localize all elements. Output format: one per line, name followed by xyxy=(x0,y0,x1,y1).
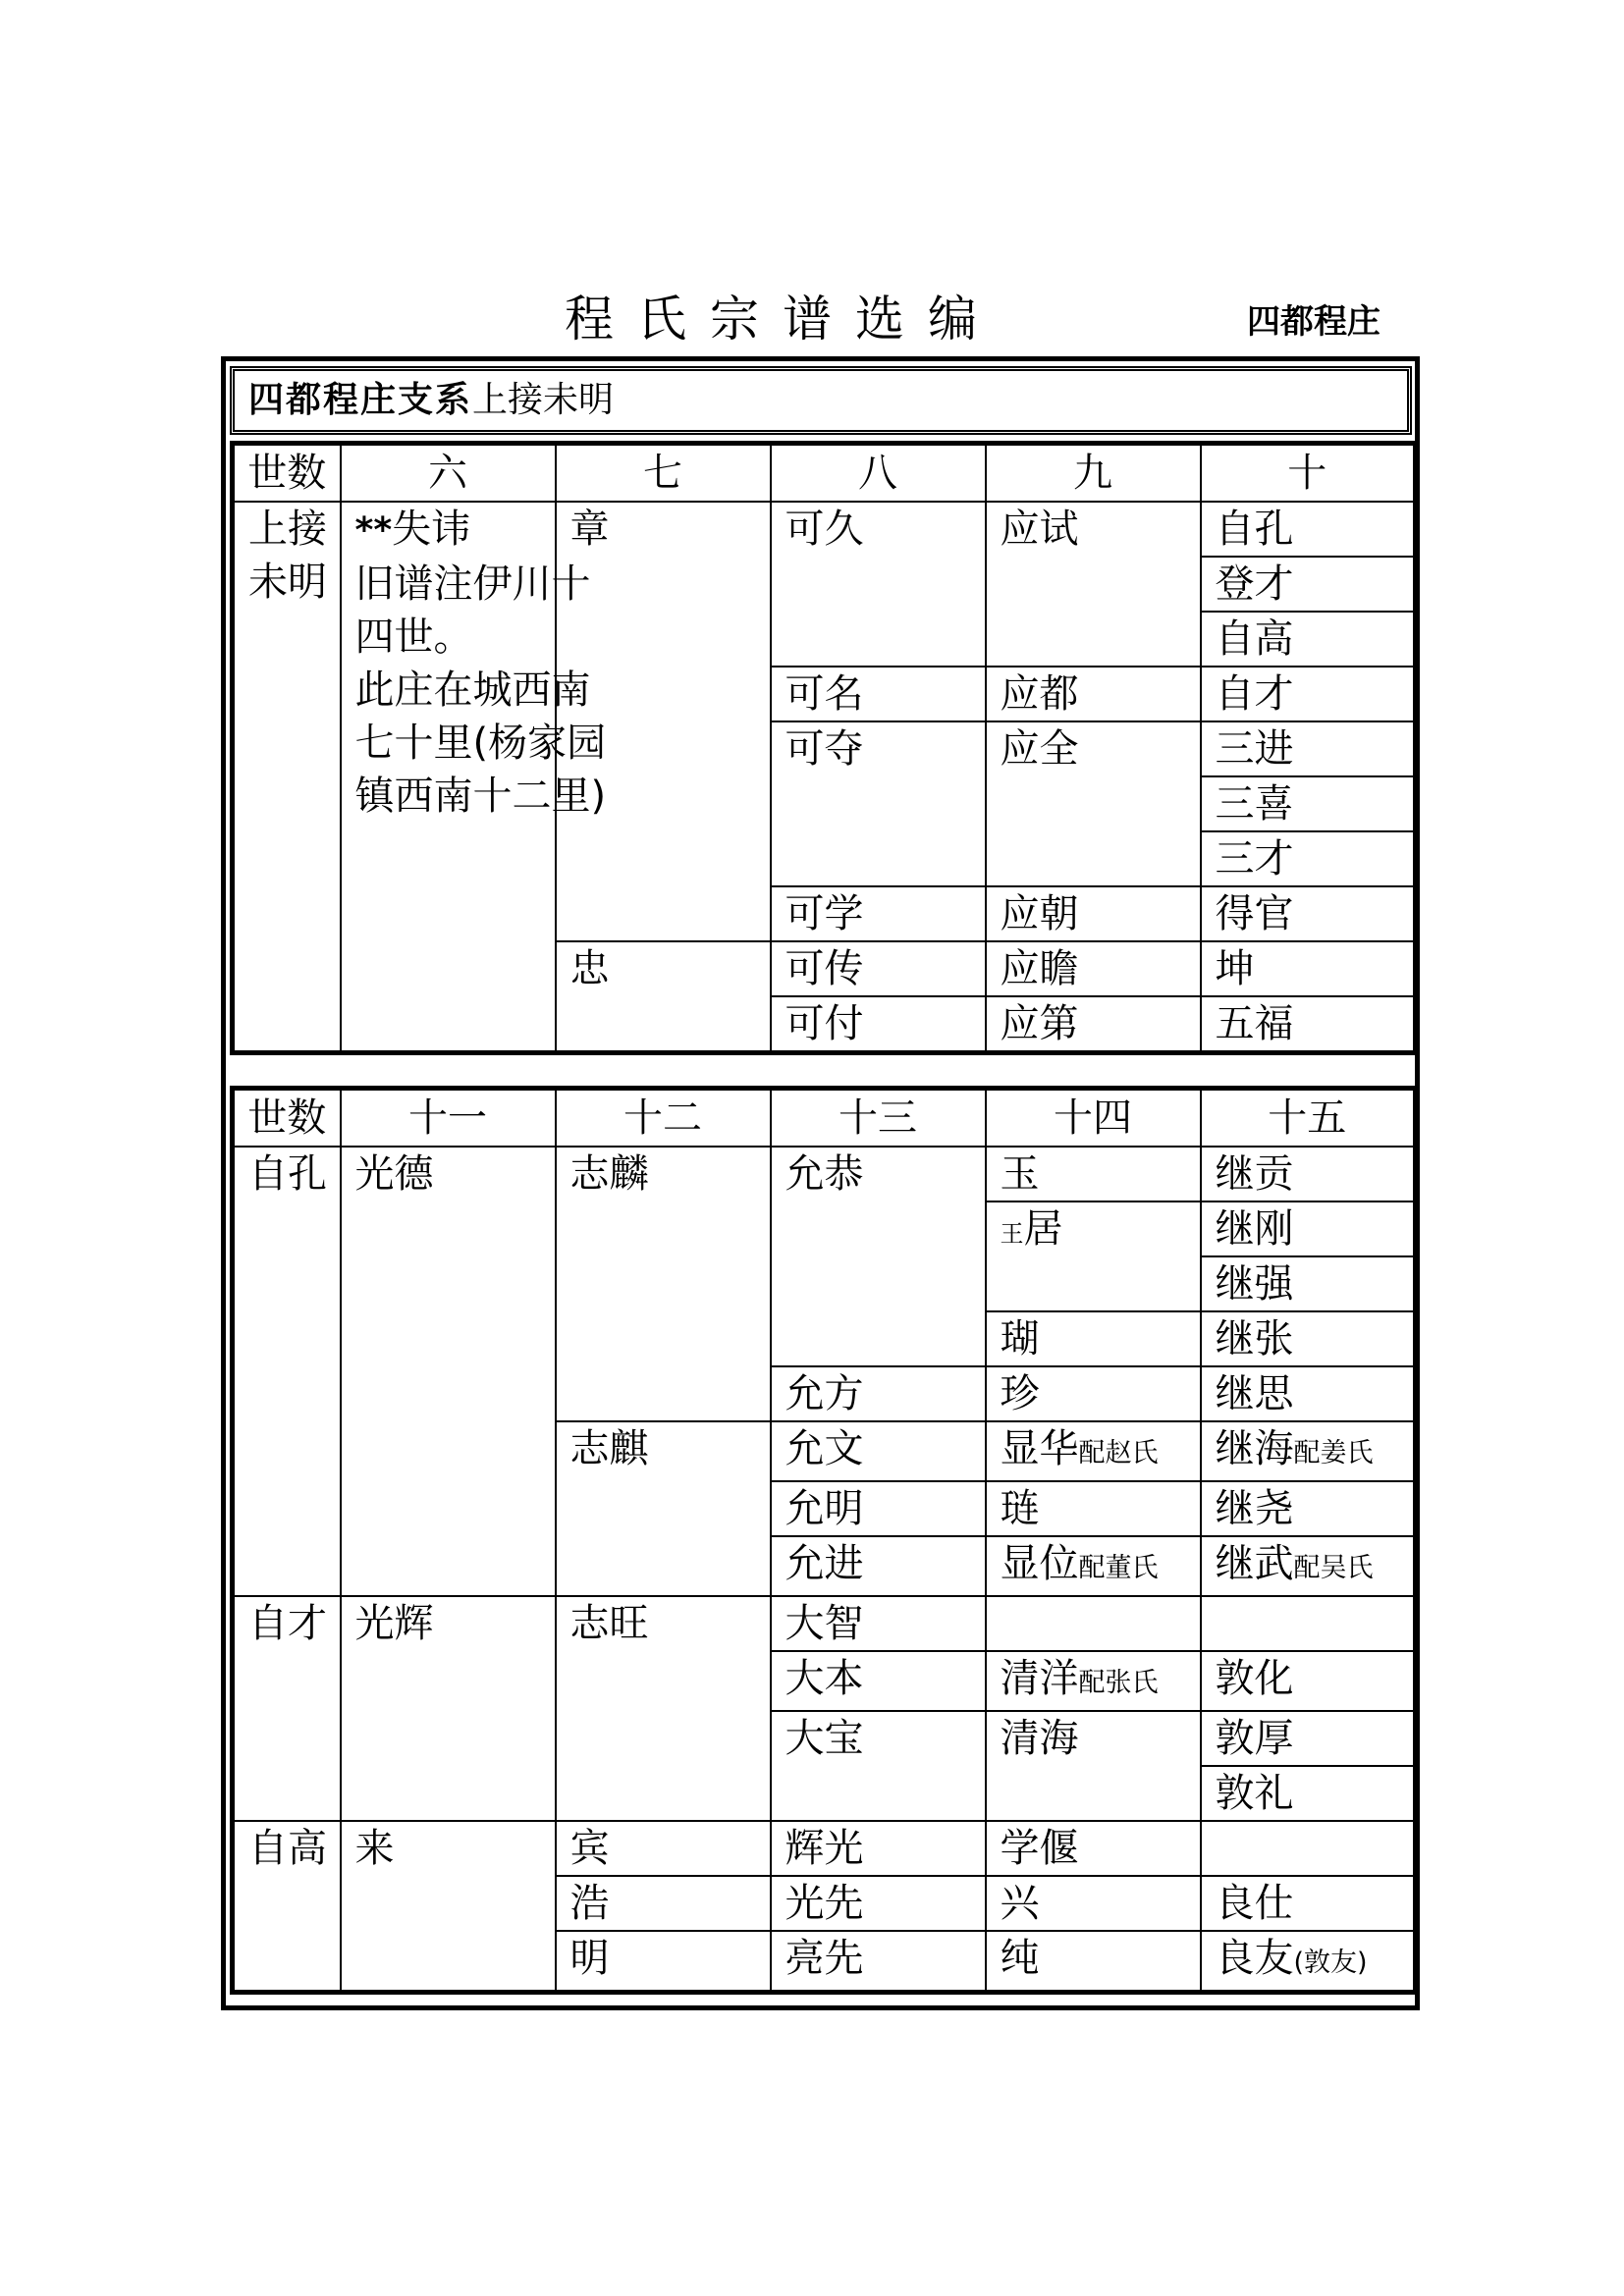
gen-header: 十五 xyxy=(1201,1089,1416,1148)
person-cell: 学偃 xyxy=(986,1821,1201,1876)
empty-cell xyxy=(986,1596,1201,1651)
gen-header: 十四 xyxy=(986,1089,1201,1148)
person-cell: 三喜 xyxy=(1201,776,1416,831)
gen-count-label: 世数 xyxy=(233,444,341,503)
spouse-note: 配赵氏 xyxy=(1078,1438,1159,1468)
branch-name: 四都程庄支系 xyxy=(248,380,473,420)
person-cell: 五福 xyxy=(1201,996,1416,1053)
person-cell: 光先 xyxy=(771,1876,986,1931)
person-cell: 大本 xyxy=(771,1651,986,1711)
person-cell: 得官 xyxy=(1201,886,1416,941)
person-cell: 良仕 xyxy=(1201,1876,1416,1931)
person-cell: 可付 xyxy=(771,996,986,1053)
person-cell: 志旺 xyxy=(556,1596,771,1821)
spouse-note: 配吴氏 xyxy=(1293,1553,1374,1583)
person-cell: 允明 xyxy=(771,1481,986,1536)
person-cell: 可学 xyxy=(771,886,986,941)
person-cell: 允恭 xyxy=(771,1147,986,1366)
person-cell: 可传 xyxy=(771,941,986,996)
gen-header: 六 xyxy=(341,444,556,503)
person-cell: 宾 xyxy=(556,1821,771,1876)
person-cell: 登才 xyxy=(1201,557,1416,612)
branch-suffix: 上接未明 xyxy=(472,380,615,420)
person-cell: 明 xyxy=(556,1931,771,1993)
generation-table-1 xyxy=(230,441,1418,1055)
person-cell: 可久 xyxy=(771,502,986,667)
person-cell: 光德 xyxy=(341,1147,556,1596)
person-cell: 清海 xyxy=(986,1711,1201,1821)
origin-cell: 自孔 xyxy=(233,1147,341,1596)
person-cell: 琏 xyxy=(986,1481,1201,1536)
person-cell: 继强 xyxy=(1201,1256,1416,1311)
person-cell: 敦化 xyxy=(1201,1651,1416,1711)
person-cell: 应朝 xyxy=(986,886,1201,941)
person-cell: 应瞻 xyxy=(986,941,1201,996)
person-cell: 玉 xyxy=(986,1147,1201,1201)
person-cell: 继刚 xyxy=(1201,1201,1416,1256)
origin-cell: 自高 xyxy=(233,1821,341,1993)
person-cell: 大智 xyxy=(771,1596,986,1651)
unknown-name-stars: ** xyxy=(354,510,393,551)
gen-header: 七 xyxy=(556,444,771,503)
generation-table-2 xyxy=(230,1086,1418,1995)
page-title: 程氏宗谱选编 xyxy=(565,291,1001,347)
person-cell: 继贡 xyxy=(1201,1147,1416,1201)
spouse-note: 配张氏 xyxy=(1078,1668,1159,1698)
person-cell: 三才 xyxy=(1201,831,1416,886)
page-subtitle: 四都程庄 xyxy=(1247,302,1380,342)
person-cell: 瑚 xyxy=(986,1311,1201,1366)
person-cell: 允进 xyxy=(771,1536,986,1596)
person-cell: 纯 xyxy=(986,1931,1201,1993)
person-cell: 自孔 xyxy=(1201,502,1416,557)
person-cell: 允方 xyxy=(771,1366,986,1421)
branch-header xyxy=(230,366,1412,435)
person-cell: 应试 xyxy=(986,502,1201,667)
person-cell: 章 xyxy=(556,502,771,941)
table-row xyxy=(233,502,1416,557)
spouse-note: 配董氏 xyxy=(1078,1553,1159,1583)
empty-cell xyxy=(1201,1596,1416,1651)
gen-header: 九 xyxy=(986,444,1201,503)
person-cell: 亮先 xyxy=(771,1931,986,1993)
person-cell: 敦厚 xyxy=(1201,1711,1416,1766)
person-cell: 继海配姜氏 xyxy=(1201,1421,1416,1481)
person-cell: 兴 xyxy=(986,1876,1201,1931)
person-cell: 自才 xyxy=(1201,667,1416,721)
lost-name-note: 失讳 xyxy=(392,507,471,552)
person-cell: 光辉 xyxy=(341,1596,556,1821)
person-cell: 敦礼 xyxy=(1201,1766,1416,1821)
gen-header: 十三 xyxy=(771,1089,986,1148)
table-row xyxy=(233,1596,1416,1651)
person-cell: 显华配赵氏 xyxy=(986,1421,1201,1481)
table-row xyxy=(233,1821,1416,1876)
person-cell: 忠 xyxy=(556,941,771,1053)
person-cell: 坤 xyxy=(1201,941,1416,996)
person-cell: 允文 xyxy=(771,1421,986,1481)
person-cell: 清洋配张氏 xyxy=(986,1651,1201,1711)
person-cell: 显位配董氏 xyxy=(986,1536,1201,1596)
person-cell: 浩 xyxy=(556,1876,771,1931)
person-cell: 三进 xyxy=(1201,721,1416,776)
person-cell: 继武配吴氏 xyxy=(1201,1536,1416,1596)
person-cell: 继尧 xyxy=(1201,1481,1416,1536)
person-cell: 志麒 xyxy=(556,1421,771,1596)
origin-cell: 自才 xyxy=(233,1596,341,1821)
rare-char-prefix: 王 xyxy=(1000,1220,1024,1248)
gen-header: 十 xyxy=(1201,444,1416,503)
person-cell: 来 xyxy=(341,1821,556,1993)
person-cell: 王居 xyxy=(986,1201,1201,1311)
person-cell: 可名 xyxy=(771,667,986,721)
gen-header: 十一 xyxy=(341,1089,556,1148)
person-cell: 继思 xyxy=(1201,1366,1416,1421)
origin-cell: 上接 未明 xyxy=(233,502,341,1053)
gen-count-label: 世数 xyxy=(233,1089,341,1148)
person-cell: 珍 xyxy=(986,1366,1201,1421)
person-cell: 自高 xyxy=(1201,612,1416,667)
gen-header: 八 xyxy=(771,444,986,503)
person-cell: 志麟 xyxy=(556,1147,771,1421)
table-row xyxy=(233,1147,1416,1201)
empty-cell xyxy=(1201,1821,1416,1876)
alias-note: (敦友) xyxy=(1293,1948,1368,1978)
person-cell: 应都 xyxy=(986,667,1201,721)
person-cell: 应第 xyxy=(986,996,1201,1053)
gen6-note-cell: **失讳 旧谱注伊川十 四世。 此庄在城西南 七十里(杨家园 镇西南十二里) xyxy=(341,502,556,1053)
gen-header: 十二 xyxy=(556,1089,771,1148)
person-cell: 良友(敦友) xyxy=(1201,1931,1416,1993)
person-cell: 可夺 xyxy=(771,721,986,886)
person-cell: 辉光 xyxy=(771,1821,986,1876)
table-header-row xyxy=(233,444,1416,503)
person-cell: 应全 xyxy=(986,721,1201,886)
spouse-note: 配姜氏 xyxy=(1293,1438,1374,1468)
person-cell: 继张 xyxy=(1201,1311,1416,1366)
table-header-row xyxy=(233,1089,1416,1148)
person-cell: 大宝 xyxy=(771,1711,986,1821)
